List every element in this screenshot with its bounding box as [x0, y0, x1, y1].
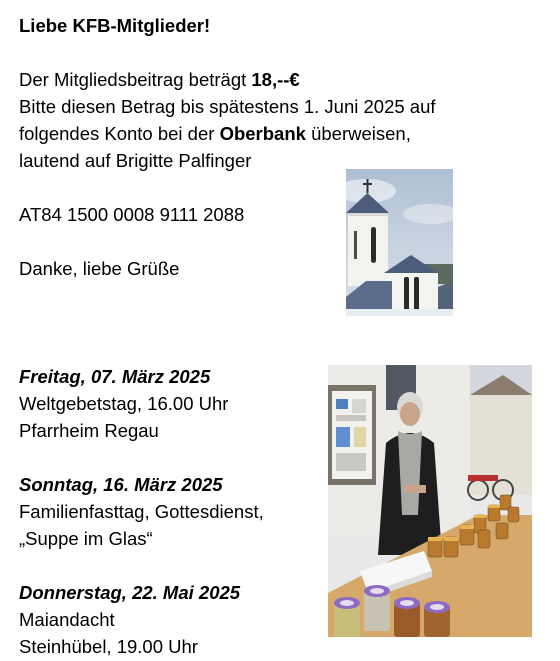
event-line-2: Pfarrheim Regau — [19, 420, 159, 441]
fee-line — [19, 66, 300, 93]
payment-line-2-suffix: überweisen, — [305, 123, 411, 144]
event-line-2: „Suppe im Glas“ — [19, 528, 153, 549]
church-illustration — [346, 169, 453, 316]
church-photo — [346, 169, 453, 316]
event-date: Sonntag, 16. März 2025 — [19, 474, 223, 495]
bank-name: Oberbank — [219, 123, 306, 144]
payment-line-1: Bitte diesen Betrag bis spätestens 1. Juni 2025 auf — [19, 96, 436, 117]
event-line-1: Familienfasttag, Gottesdienst, — [19, 501, 264, 522]
greeting-heading: Liebe KFB-Mitglieder! — [19, 15, 211, 36]
market-stand-photo — [328, 365, 532, 637]
closing: Danke, liebe Grüße — [19, 258, 180, 279]
event-line-1: Weltgebetstag, 16.00 Uhr — [19, 393, 229, 414]
market-illustration — [328, 365, 532, 637]
event-line-2: Steinhübel, 19.00 Uhr — [19, 636, 198, 657]
payment-line-3: lautend auf Brigitte Palfinger — [19, 150, 252, 171]
fee-prefix: Der Mitgliedsbeitrag beträgt — [19, 69, 252, 90]
payment-line-2 — [19, 120, 411, 147]
event-date: Freitag, 07. März 2025 — [19, 366, 211, 387]
fee-amount: 18,--€ — [251, 69, 300, 90]
iban: AT84 1500 0008 9111 2088 — [19, 204, 245, 225]
event-line-1: Maiandacht — [19, 609, 115, 630]
payment-line-2-prefix: folgendes Konto bei der — [19, 123, 220, 144]
event-date: Donnerstag, 22. Mai 2025 — [19, 582, 241, 603]
